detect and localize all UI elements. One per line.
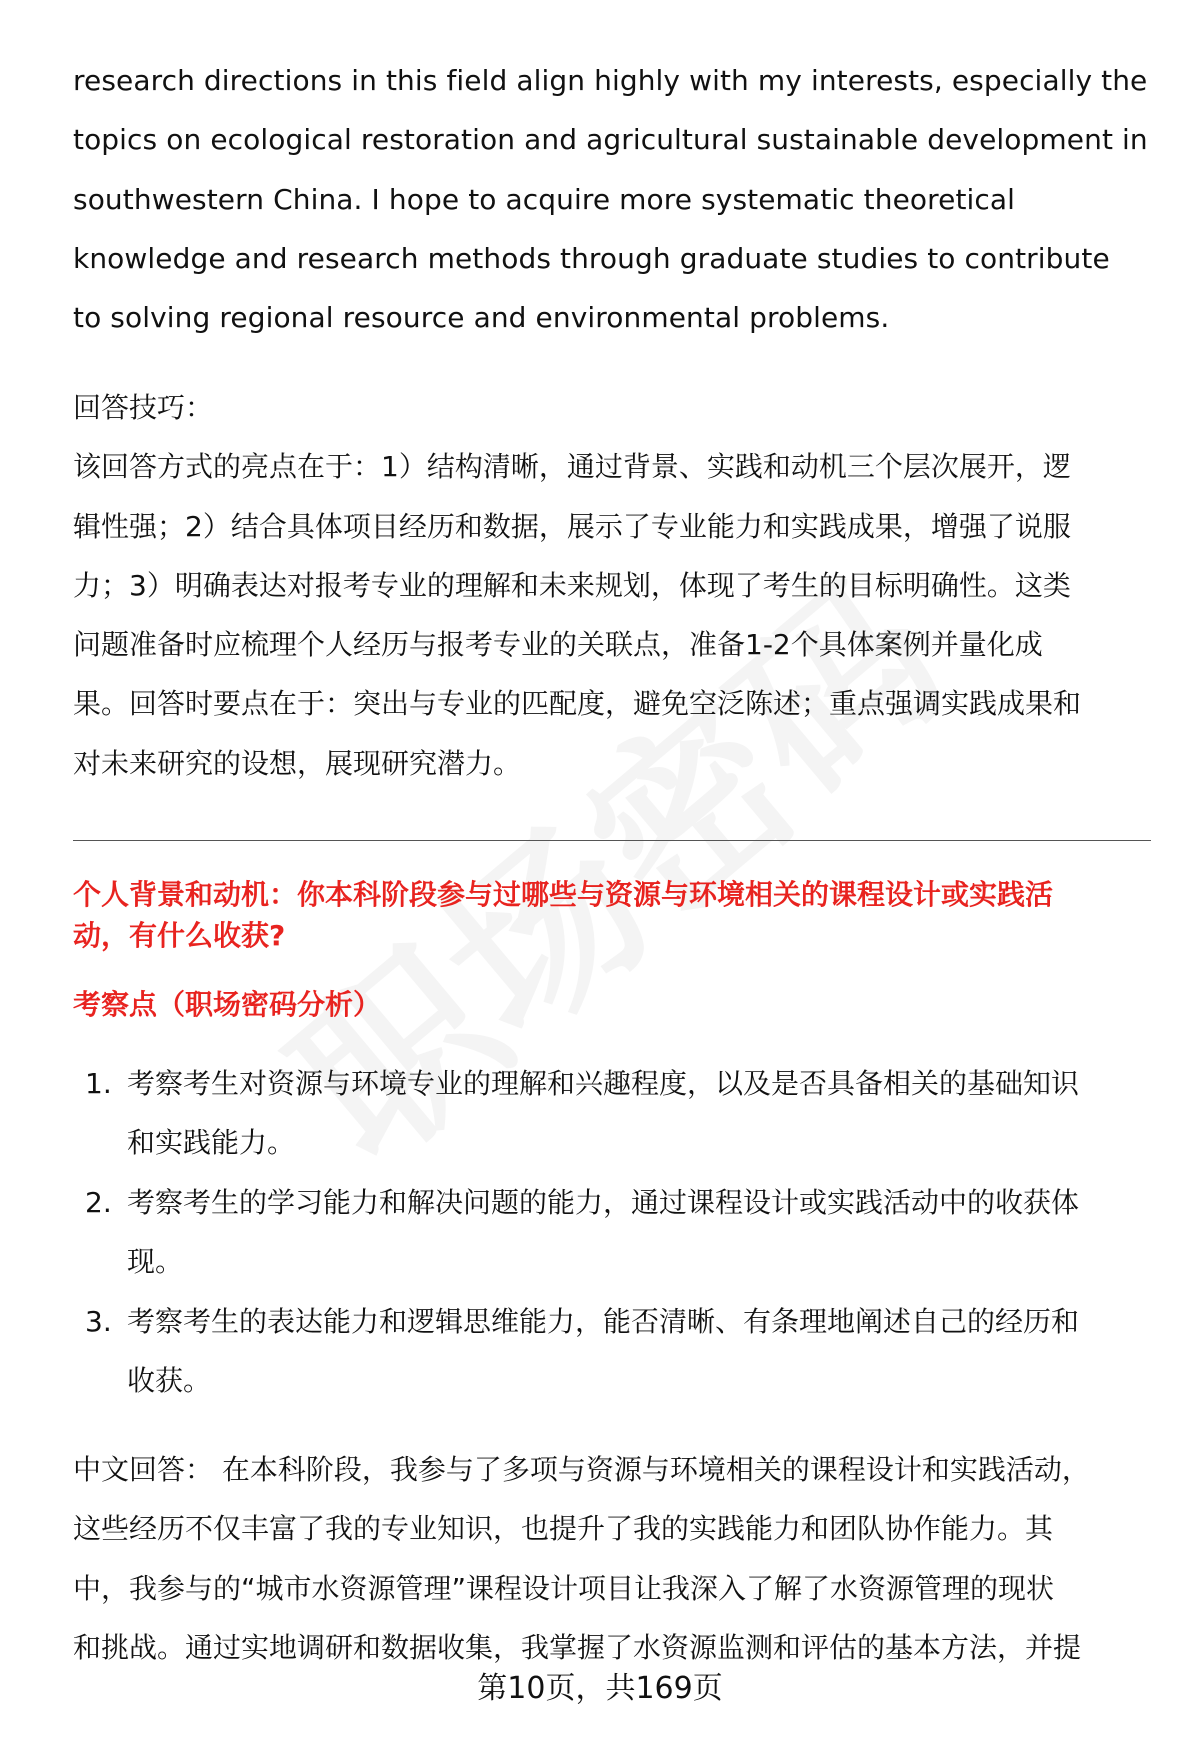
text-line: 和挑战。通过实地调研和数据收集，我掌握了水资源监测和评估的基本方法，并提 — [73, 1630, 1082, 1664]
text-line: 动，有什么收获? — [73, 919, 286, 952]
text-line: 中文回答： 在本科阶段，我参与了多项与资源与环境相关的课程设计和实践活动， — [73, 1453, 1090, 1486]
text-line: 问题准备时应梳理个人经历与报考专业的关联点，准备1-2个具体案例并量化成 — [73, 628, 1043, 662]
list-number: 2. — [85, 1186, 112, 1219]
english-answer-paragraph — [73, 51, 1153, 347]
text-line: 力；3）明确表达对报考专业的理解和未来规划，体现了考生的目标明确性。这类 — [73, 568, 1071, 602]
text-line: 辑性强；2）结合具体项目经历和数据，展示了专业能力和实践成果，增强了说服 — [73, 509, 1071, 543]
text-line: 这些经历不仅丰富了我的专业知识，也提升了我的实践能力和团队协作能力。其 — [73, 1512, 1054, 1546]
points-heading-text: 考察点（职场密码分析） — [73, 988, 382, 1021]
tips-section — [73, 378, 1153, 793]
page-number: 第10页，共169页 — [477, 1671, 723, 1706]
chinese-answer-paragraph — [73, 1440, 1153, 1677]
text-line: 果。回答时要点在于：突出与专业的匹配度，避免空泛陈述；重点强调实践成果和 — [73, 687, 1082, 721]
text-line: 收获。 — [127, 1364, 212, 1398]
text-line: topics on ecological restoration and agricultural sustainable development in — [73, 123, 1148, 157]
points-heading — [73, 984, 1153, 1025]
text-line: 考察考生对资源与环境专业的理解和兴趣程度，以及是否具备相关的基础知识 — [127, 1067, 1080, 1100]
list-number: 3. — [85, 1305, 112, 1338]
tips-heading: 回答技巧： — [73, 391, 214, 424]
text-line: 考察考生的学习能力和解决问题的能力，通过课程设计或实践活动中的收获体 — [127, 1186, 1080, 1219]
text-line: 对未来研究的设想，展现研究潜力。 — [73, 746, 522, 780]
text-line: 中，我参与的“城市水资源管理”课程设计项目让我深入了解了水资源管理的现状 — [73, 1571, 1055, 1605]
text-line: 和实践能力。 — [127, 1126, 296, 1160]
text-line: southwestern China. I hope to acquire more systematic theoretical — [73, 182, 1016, 216]
text-line: 考察考生的表达能力和逻辑思维能力，能否清晰、有条理地阐述自己的经历和 — [127, 1305, 1080, 1338]
question-heading — [73, 874, 1153, 956]
text-line: research directions in this field align highly with my interests, especially the — [73, 64, 1148, 97]
text-line: to solving regional resource and environmental problems. — [73, 301, 890, 335]
text-line: knowledge and research methods through graduate studies to contribute — [73, 241, 1110, 275]
section-divider — [73, 840, 1151, 841]
text-line: 现。 — [127, 1245, 184, 1279]
text-line: 个人背景和动机：你本科阶段参与过哪些与资源与环境相关的课程设计或实践活 — [73, 878, 1054, 911]
text-line: 该回答方式的亮点在于：1）结构清晰，通过背景、实践和动机三个层次展开，逻 — [73, 450, 1071, 484]
list-number: 1. — [85, 1067, 112, 1100]
